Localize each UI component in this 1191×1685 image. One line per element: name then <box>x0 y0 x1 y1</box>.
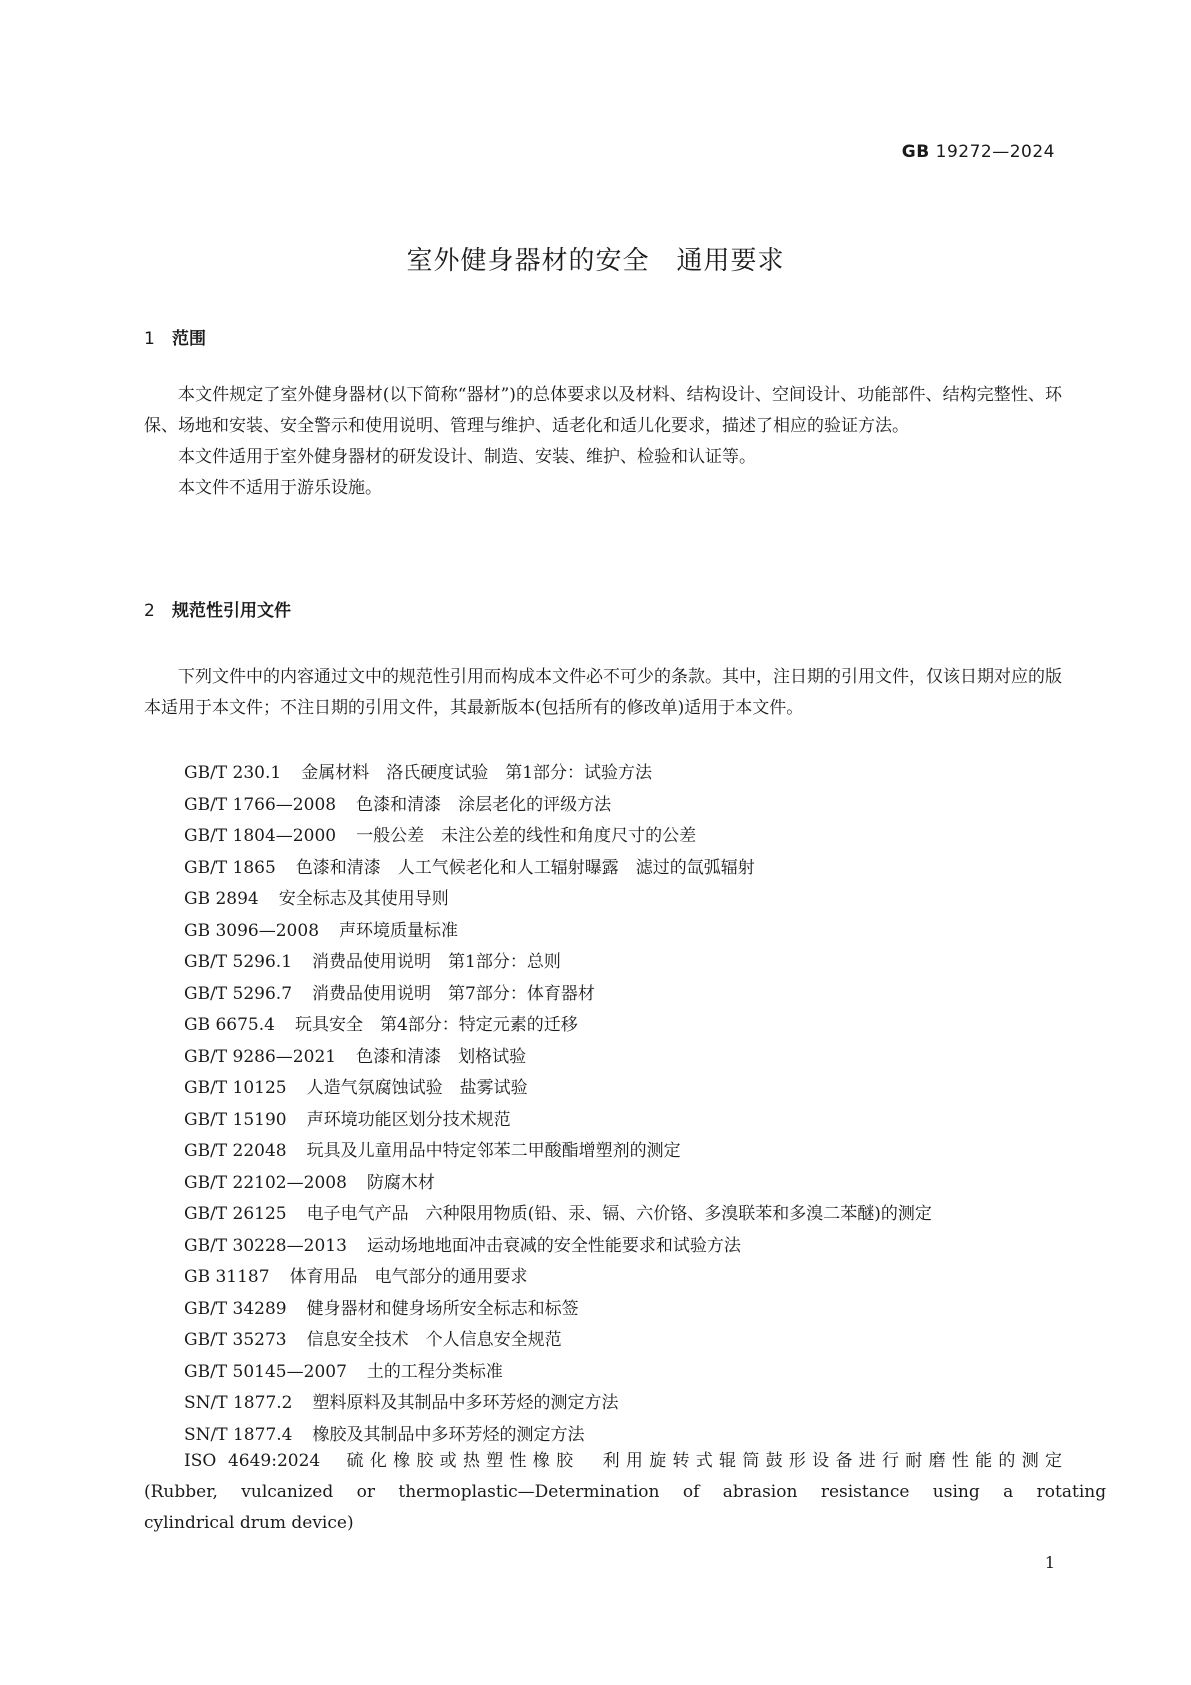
section-number: 1 <box>144 329 155 349</box>
reference-title: 一般公差 未注公差的线性和角度尺寸的公差 <box>356 826 697 846</box>
section-heading-scope <box>144 324 206 349</box>
standard-code <box>902 142 1055 162</box>
reference-code: GB/T 15190 <box>184 1109 287 1130</box>
reference-code: GB/T 34289 <box>184 1298 287 1319</box>
reference-item <box>144 790 1062 822</box>
section-title: 范围 <box>172 329 206 349</box>
paragraph: 本文件不适用于游乐设施。 <box>178 478 382 498</box>
reference-code: GB/T 26125 <box>184 1204 287 1224</box>
reference-code: GB/T 35273 <box>184 1330 287 1350</box>
reference-code: GB 2894 <box>184 889 259 909</box>
reference-code: GB/T 10125 <box>184 1078 287 1098</box>
reference-item <box>144 947 1062 979</box>
reference-code: GB/T 30228—2013 <box>184 1235 347 1256</box>
reference-code: GB/T 5296.1 <box>184 952 293 972</box>
reference-title: 声环境质量标准 <box>339 920 459 941</box>
section-number: 2 <box>144 601 155 621</box>
reference-code: GB/T 22048 <box>184 1141 287 1161</box>
section-body-normative-references <box>144 662 1062 724</box>
reference-code: GB/T 50145—2007 <box>184 1361 347 1382</box>
reference-title: 信息安全技术 个人信息安全规范 <box>306 1330 562 1350</box>
paragraph: 下列文件中的内容通过文中的规范性引用而构成本文件必不可少的条款。其中，注日期的引用文件，仅该日期对应的版本适用于本文件；不注日期的引用文件，其最新版本(包括所有的修改单)适用于本文件。 <box>144 667 1062 718</box>
section-heading-normative-references <box>144 596 291 621</box>
reference-code: GB/T 1865 <box>184 857 276 878</box>
reference-title: 色漆和清漆 人工气候老化和人工辐射曝露 滤过的氙弧辐射 <box>295 857 755 878</box>
reference-item <box>144 1199 1062 1231</box>
paragraph: 本文件规定了室外健身器材(以下简称“器材”)的总体要求以及材料、结构设计、空间设计、功能部件、结构完整性、环保、场地和安装、安全警示和使用说明、管理与维护、适老化和适儿化要求，描述了相应的验证方法。 <box>144 385 1062 436</box>
reference-title: 健身器材和健身场所安全标志和标签 <box>306 1298 579 1319</box>
reference-title: 运动场地地面冲击衰减的安全性能要求和试验方法 <box>366 1235 741 1256</box>
reference-code: SN/T 1877.4 <box>184 1424 293 1445</box>
reference-code: SN/T 1877.2 <box>184 1393 293 1413</box>
reference-title: 防腐木材 <box>366 1172 435 1193</box>
reference-title: 色漆和清漆 划格试验 <box>356 1046 527 1067</box>
reference-code: GB/T 22102—2008 <box>184 1172 347 1193</box>
reference-code: GB 3096—2008 <box>184 920 320 941</box>
reference-title: 体育用品 电气部分的通用要求 <box>289 1267 528 1287</box>
reference-item <box>144 1357 1062 1389</box>
reference-item <box>144 853 1062 885</box>
reference-title: 玩具安全 第4部分：特定元素的迁移 <box>294 1015 578 1035</box>
document-title: 室外健身器材的安全 通用要求 <box>406 246 785 276</box>
reference-item <box>144 1073 1062 1105</box>
reference-item <box>144 1105 1062 1137</box>
reference-item <box>144 1262 1062 1294</box>
reference-title: 金属材料 洛氏硬度试验 第1部分：试验方法 <box>301 763 653 783</box>
reference-item <box>144 884 1062 916</box>
reference-code: GB/T 5296.7 <box>184 983 293 1004</box>
reference-code: GB/T 1766—2008 <box>184 794 337 815</box>
reference-code: GB/T 230.1 <box>184 763 282 783</box>
section-body-scope <box>144 380 1062 504</box>
iso-reference-line <box>144 1446 1062 1477</box>
paragraph: 本文件适用于室外健身器材的研发设计、制造、安装、维护、检验和认证等。 <box>178 447 756 467</box>
reference-title: 橡胶及其制品中多环芳烃的测定方法 <box>312 1424 585 1445</box>
reference-item <box>144 1231 1062 1263</box>
reference-item <box>144 1325 1062 1357</box>
reference-item <box>144 1042 1062 1074</box>
reference-item <box>144 1294 1062 1326</box>
reference-code: GB/T 9286—2021 <box>184 1046 337 1067</box>
reference-title: 色漆和清漆 涂层老化的评级方法 <box>356 794 612 815</box>
reference-item <box>144 979 1062 1011</box>
reference-title: 土的工程分类标准 <box>366 1361 503 1382</box>
standard-prefix: GB <box>901 142 930 162</box>
reference-item <box>144 1168 1062 1200</box>
reference-item <box>144 1010 1062 1042</box>
reference-list <box>144 758 1062 1451</box>
standard-number: 19272—2024 <box>935 142 1055 162</box>
reference-title: 塑料原料及其制品中多环芳烃的测定方法 <box>312 1393 619 1413</box>
reference-item <box>144 1136 1062 1168</box>
section-title: 规范性引用文件 <box>172 601 291 621</box>
reference-title: 人造气氛腐蚀试验 盐雾试验 <box>306 1078 528 1098</box>
reference-item <box>144 1388 1062 1420</box>
iso-reference-english-line: cylindrical drum device) <box>144 1513 354 1533</box>
reference-item <box>144 821 1062 853</box>
reference-item <box>144 916 1062 948</box>
page-number: 1 <box>1044 1553 1055 1572</box>
reference-title: 玩具及儿童用品中特定邻苯二甲酸酯增塑剂的测定 <box>306 1141 681 1161</box>
reference-item <box>144 758 1062 790</box>
reference-title: 电子电气产品 六种限用物质(铅、汞、镉、六价铬、多溴联苯和多溴二苯醚)的测定 <box>306 1204 932 1224</box>
reference-code: GB 31187 <box>184 1267 270 1287</box>
iso-reference-english-line: (Rubber, vulcanized or thermoplastic—Determination of abrasion resistance using a rotating <box>144 1482 1107 1502</box>
reference-code: GB 6675.4 <box>184 1015 275 1035</box>
reference-title: 安全标志及其使用导则 <box>278 889 449 909</box>
reference-title: 消费品使用说明 第1部分：总则 <box>312 952 561 972</box>
iso-reference <box>144 1446 1107 1539</box>
reference-title: 硫化橡胶或热塑性橡胶 利用旋转式辊筒鼓形设备进行耐磨性能的测定 <box>340 1451 1062 1471</box>
reference-title: 消费品使用说明 第7部分：体育器材 <box>312 983 595 1004</box>
reference-title: 声环境功能区划分技术规范 <box>306 1109 511 1130</box>
reference-code: GB/T 1804—2000 <box>184 826 337 846</box>
reference-code: ISO 4649:2024 <box>184 1451 321 1471</box>
